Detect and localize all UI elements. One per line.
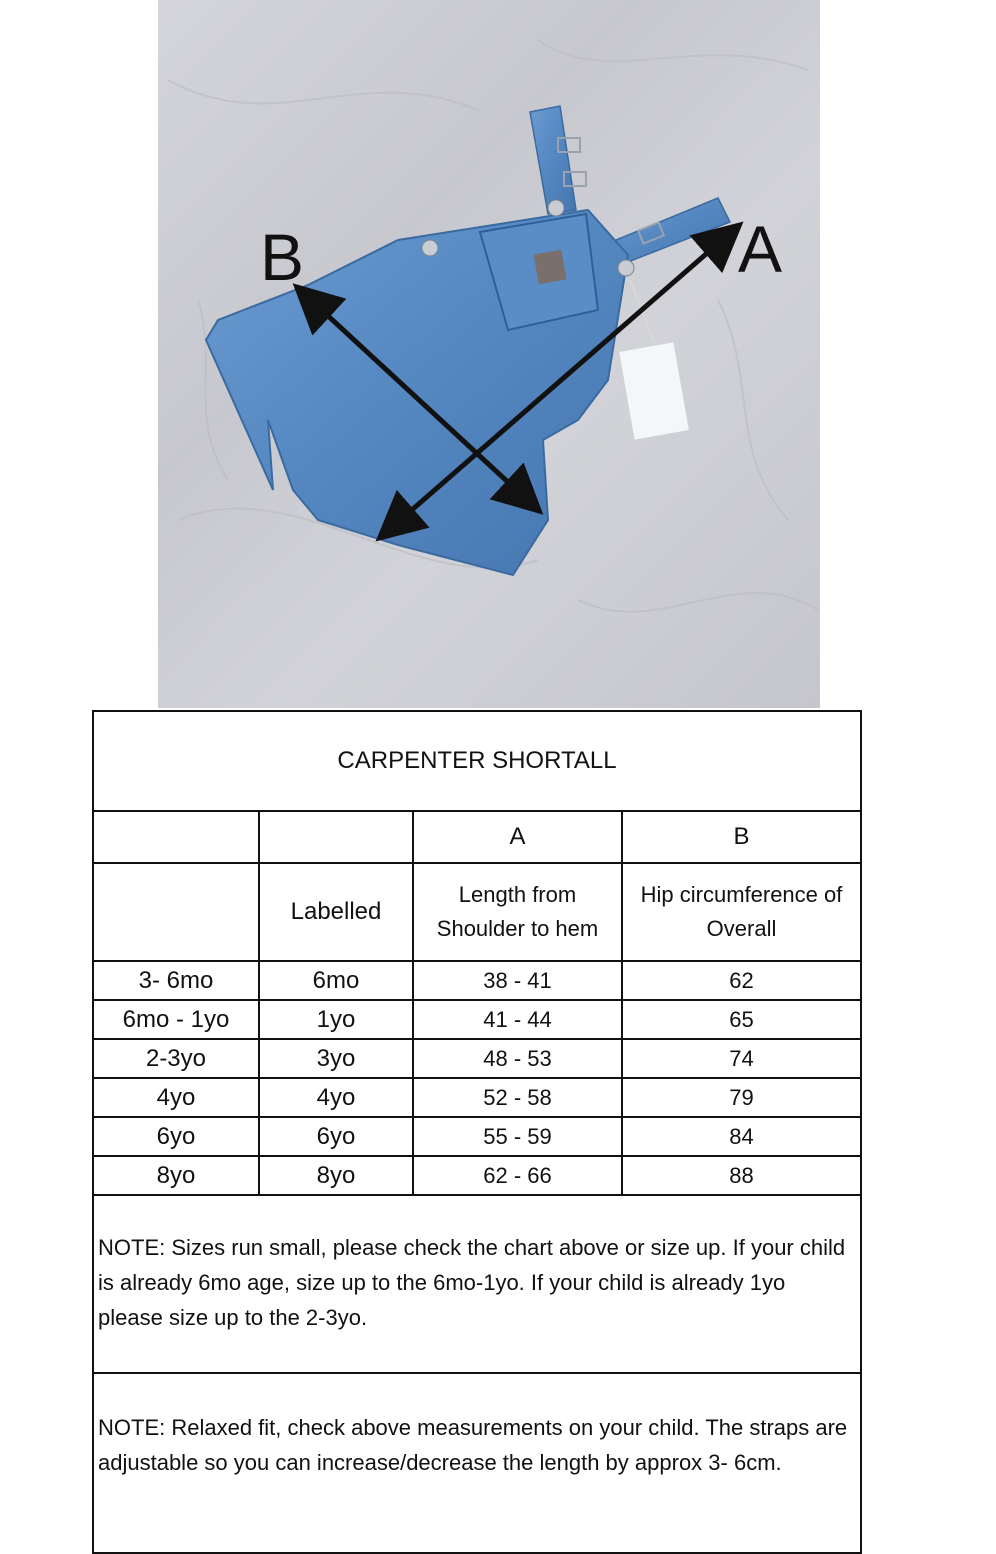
hang-tag xyxy=(619,342,690,440)
length-cell: 38 - 41 xyxy=(413,961,622,1000)
length-cell: 52 - 58 xyxy=(413,1078,622,1117)
header-length xyxy=(413,863,622,961)
age-cell: 2-3yo xyxy=(93,1039,259,1078)
header-hip-line1: Hip circumference of xyxy=(640,882,843,907)
button-left xyxy=(422,240,438,256)
labelled-cell: 8yo xyxy=(259,1156,413,1195)
table-row xyxy=(93,961,861,1000)
button-right xyxy=(618,260,634,276)
table-row xyxy=(93,1117,861,1156)
table-row xyxy=(93,1156,861,1195)
hip-cell: 88 xyxy=(622,1156,861,1195)
note-relaxed-fit xyxy=(93,1373,861,1553)
hip-cell: 62 xyxy=(622,961,861,1000)
header-labelled: Labelled xyxy=(259,863,413,961)
length-cell: 55 - 59 xyxy=(413,1117,622,1156)
note-sizes-run-small xyxy=(93,1195,861,1373)
empty-cell xyxy=(93,863,259,961)
hip-cell: 84 xyxy=(622,1117,861,1156)
header-hip-line2: Overall xyxy=(706,916,777,941)
brand-patch xyxy=(534,250,567,284)
age-cell: 8yo xyxy=(93,1156,259,1195)
label-a: A xyxy=(738,212,783,286)
empty-cell xyxy=(259,811,413,863)
column-b-letter: B xyxy=(622,811,861,863)
length-cell: 41 - 44 xyxy=(413,1000,622,1039)
table-row xyxy=(93,1078,861,1117)
column-a-letter: A xyxy=(413,811,622,863)
hip-cell: 65 xyxy=(622,1000,861,1039)
hip-cell: 79 xyxy=(622,1078,861,1117)
age-cell: 6yo xyxy=(93,1117,259,1156)
labelled-cell: 6mo xyxy=(259,961,413,1000)
table-title: CARPENTER SHORTALL xyxy=(93,711,861,811)
age-cell: 4yo xyxy=(93,1078,259,1117)
labelled-cell: 3yo xyxy=(259,1039,413,1078)
button-center xyxy=(548,200,564,216)
length-cell: 48 - 53 xyxy=(413,1039,622,1078)
header-length-line1: Length from xyxy=(458,882,577,907)
header-length-line2: Shoulder to hem xyxy=(436,916,599,941)
table-row xyxy=(93,1039,861,1078)
age-cell: 6mo - 1yo xyxy=(93,1000,259,1039)
note-2-text: NOTE: Relaxed fit, check above measurements on your child. The straps are adjustable so you can increase/decrease the length by approx 3- 6cm. xyxy=(98,1415,848,1475)
labelled-cell: 1yo xyxy=(259,1000,413,1039)
table-row xyxy=(93,1000,861,1039)
length-cell: 62 - 66 xyxy=(413,1156,622,1195)
labelled-cell: 6yo xyxy=(259,1117,413,1156)
labelled-cell: 4yo xyxy=(259,1078,413,1117)
header-hip xyxy=(622,863,861,961)
shortall-illustration xyxy=(158,0,820,708)
hip-cell: 74 xyxy=(622,1039,861,1078)
size-chart-table xyxy=(92,710,862,1554)
product-photo xyxy=(158,0,820,708)
empty-cell xyxy=(93,811,259,863)
note-1-text: NOTE: Sizes run small, please check the chart above or size up. If your child is already 6mo age, size up to the 6mo-1yo. If your child is already 1yo please size up to the 2-3yo. xyxy=(98,1235,846,1330)
age-cell: 3- 6mo xyxy=(93,961,259,1000)
label-b: B xyxy=(260,220,305,294)
